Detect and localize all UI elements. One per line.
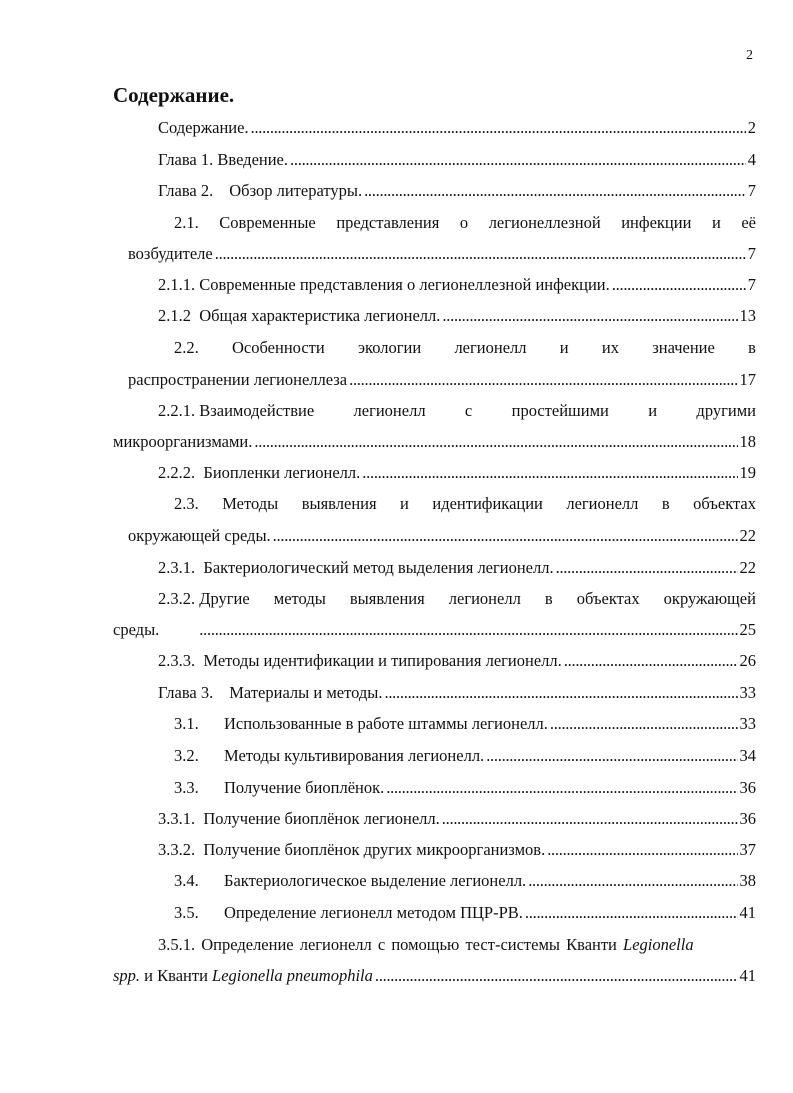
toc-word: 2.2.1. Взаимодействие (158, 401, 315, 420)
toc-entry-page: 2 (747, 118, 756, 137)
toc-dot-leader (386, 777, 737, 799)
page-title: Содержание. (113, 83, 235, 107)
toc-word: объектах (576, 589, 640, 608)
toc-entry-2-2-1-line-1[interactable] (158, 400, 756, 422)
toc-entry-title: Содержание. (158, 118, 249, 137)
toc-entry-page: 36 (739, 778, 756, 797)
toc-dot-leader (486, 745, 737, 767)
toc-entry-chapter-3[interactable] (158, 682, 756, 704)
toc-entry-page: 33 (739, 683, 756, 702)
toc-entry-title: окружающей среды. (128, 526, 271, 545)
toc-word: Особенности (232, 338, 325, 357)
toc-entry-page: 7 (747, 275, 756, 294)
toc-dot-leader (442, 808, 738, 830)
toc-entry-number: Глава 2. (158, 181, 214, 200)
toc-entry-page: 7 (747, 181, 756, 200)
toc-dot-leader (215, 243, 746, 265)
toc-word: представления (336, 213, 440, 232)
toc-entry-title: Использованные в работе штаммы легионелл. (224, 714, 548, 733)
toc-entry-title: 2.2.2. Биопленки легионелл. (158, 463, 361, 482)
toc-dot-leader (349, 369, 737, 391)
toc-entry-2-1-line-2[interactable] (128, 243, 756, 265)
toc-entry-title: возбудителе (128, 244, 213, 263)
toc-entry-3-5-1-line-1[interactable] (158, 934, 756, 956)
toc-word: значение (652, 338, 715, 357)
toc-entry-title: Получение биоплёнок. (224, 778, 385, 797)
toc-word: методы (273, 589, 326, 608)
toc-entry-number: 2.2. (174, 338, 199, 357)
toc-entry-title: 3.5.1. Определение легионелл с помощью тест-системы Кванти (158, 935, 624, 954)
toc-word: и (400, 494, 409, 513)
toc-entry-3-3[interactable] (174, 777, 756, 799)
toc-dot-leader (254, 431, 737, 453)
toc-entry-page: 36 (739, 809, 756, 828)
toc-word: окружающей (663, 589, 756, 608)
toc-entry-2-1-line-1[interactable] (174, 212, 756, 234)
toc-entry-3-3-1[interactable] (158, 808, 756, 830)
toc-entry-page: 37 (739, 840, 756, 859)
toc-word: и (559, 338, 569, 357)
toc-entry-page: 25 (739, 620, 756, 639)
toc-word: в (748, 338, 756, 357)
toc-dot-leader (273, 525, 738, 547)
toc-entry-title: Обзор литературы. (229, 181, 363, 200)
toc-entry-2-3-2-line-1[interactable] (158, 588, 756, 610)
toc-entry-page: 41 (739, 966, 756, 985)
toc-entry-contents[interactable] (158, 117, 756, 139)
toc-entry-title-italic: Legionella pneumophila (212, 966, 373, 985)
toc-entry-title: Материалы и методы. (229, 683, 383, 702)
toc-entry-page: 38 (739, 871, 756, 890)
toc-entry-2-1-1[interactable] (158, 274, 756, 296)
toc-word: её (741, 213, 756, 232)
toc-entry-number: 3.2. (174, 746, 199, 765)
toc-entry-title: 2.3.1. Бактериологический метод выделения легионелл. (158, 558, 554, 577)
toc-word: легионелл (448, 589, 521, 608)
toc-word: о (459, 213, 469, 232)
toc-entry-3-5[interactable] (174, 902, 756, 924)
toc-entry-title: 3.3.1. Получение биоплёнок легионелл. (158, 809, 440, 828)
toc-dot-leader (251, 117, 746, 139)
toc-entry-3-1[interactable] (174, 713, 756, 735)
toc-entry-2-3-3[interactable] (158, 650, 756, 672)
toc-entry-number: 3.3. (174, 778, 199, 797)
toc-entry-page: 7 (747, 244, 756, 263)
toc-word: легионелл (454, 338, 527, 357)
toc-entry-3-5-1-line-2[interactable] (113, 965, 756, 987)
toc-word: в (661, 494, 670, 513)
toc-entry-title: Определение легионелл методом ПЦР-РВ. (224, 903, 523, 922)
toc-dot-leader (442, 305, 737, 327)
page-number: 2 (746, 48, 753, 63)
toc-entry-title: 2.1.2 Общая характеристика легионелл. (158, 306, 441, 325)
toc-entry-page: 33 (739, 714, 756, 733)
toc-entry-2-3-1[interactable] (158, 557, 756, 579)
toc-dot-leader (362, 462, 737, 484)
toc-entry-title-italic: Legionella (623, 935, 694, 954)
toc-dot-leader (199, 619, 737, 641)
toc-entry-page: 41 (739, 903, 756, 922)
toc-entry-number: 3.5. (174, 903, 199, 922)
toc-word: и (648, 401, 658, 420)
toc-entry-page: 18 (739, 432, 756, 451)
toc-entry-number: 2.3. (174, 494, 199, 513)
toc-dot-leader (564, 650, 738, 672)
toc-entry-page: 22 (739, 558, 756, 577)
toc-word: экологии (357, 338, 422, 357)
toc-word: объектах (693, 494, 756, 513)
toc-word: инфекции (621, 213, 692, 232)
toc-dot-leader (612, 274, 746, 296)
toc-dot-leader (290, 149, 746, 171)
toc-entry-page: 22 (739, 526, 756, 545)
toc-dot-leader (556, 557, 738, 579)
toc-entry-2-3-line-2[interactable] (128, 525, 756, 547)
toc-dot-leader (528, 870, 737, 892)
toc-dot-leader (550, 713, 738, 735)
toc-dot-leader (547, 839, 737, 861)
toc-word: выявления (301, 494, 377, 513)
toc-word: Методы (222, 494, 279, 513)
toc-entry-3-3-2[interactable] (158, 839, 756, 861)
toc-entry-title: Методы культивирования легионелл. (224, 746, 485, 765)
toc-entry-2-2-2[interactable] (158, 462, 756, 484)
toc-word: простейшими (511, 401, 609, 420)
toc-word: и (711, 213, 721, 232)
toc-entry-number: Глава 3. (158, 683, 214, 702)
toc-word: Современные (219, 213, 316, 232)
toc-word: в (544, 589, 553, 608)
toc-entry-page: 4 (747, 150, 756, 169)
toc-word: выявления (349, 589, 425, 608)
toc-word: другими (696, 401, 756, 420)
toc-entry-number: 3.4. (174, 871, 199, 890)
toc-word: легионелл (353, 401, 426, 420)
toc-word: легионелл (566, 494, 639, 513)
toc-word: легионеллезной (488, 213, 601, 232)
toc-entry-2-3-2-line-2[interactable] (113, 619, 756, 641)
toc-entry-title: и Кванти (140, 966, 213, 985)
toc-entry-title: микроорганизмами. (113, 432, 253, 451)
toc-entry-title: Глава 1. Введение. (158, 150, 289, 169)
toc-entry-title: 3.3.2. Получение биоплёнок других микроорганизмов. (158, 840, 546, 859)
toc-entry-page: 13 (739, 306, 756, 325)
toc-entry-2-2-line-1[interactable] (174, 337, 756, 359)
toc-dot-leader (364, 180, 746, 202)
toc-word: с (464, 401, 473, 420)
toc-entry-title: 2.3.3. Методы идентификации и типирования легионелл. (158, 651, 562, 670)
toc-entry-page: 17 (739, 370, 756, 389)
toc-entry-page: 34 (739, 746, 756, 765)
toc-entry-number: 2.1. (174, 213, 199, 232)
toc-entry-3-4[interactable] (174, 870, 756, 892)
toc-entry-page: 19 (739, 463, 756, 482)
toc-dot-leader (525, 902, 738, 924)
toc-entry-title-italic: spp. (113, 966, 141, 985)
toc-entry-2-2-1-line-2[interactable] (113, 431, 756, 453)
toc-entry-2-1-2[interactable] (158, 305, 756, 327)
toc-entry-2-3-line-1[interactable] (174, 493, 756, 515)
toc-dot-leader (384, 682, 737, 704)
toc-word: их (601, 338, 619, 357)
toc-word: 2.3.2. Другие (158, 589, 250, 608)
toc-entry-number: 3.1. (174, 714, 199, 733)
toc-word: идентификации (432, 494, 543, 513)
toc-dot-leader (375, 965, 738, 987)
toc-entry-title: Бактериологическое выделение легионелл. (224, 871, 527, 890)
toc-entry-title: 2.1.1. Современные представления о легионеллезной инфекции. (158, 275, 610, 294)
toc-entry-title: среды. (113, 620, 160, 639)
toc-entry-page: 26 (739, 651, 756, 670)
toc-entry-3-2[interactable] (174, 745, 756, 767)
toc-entry-2-2-line-2[interactable] (128, 369, 756, 391)
toc-entry-chapter-2[interactable] (158, 180, 756, 202)
toc-entry-title: распространении легионеллеза (128, 370, 348, 389)
toc-entry-chapter-1[interactable] (158, 149, 756, 171)
